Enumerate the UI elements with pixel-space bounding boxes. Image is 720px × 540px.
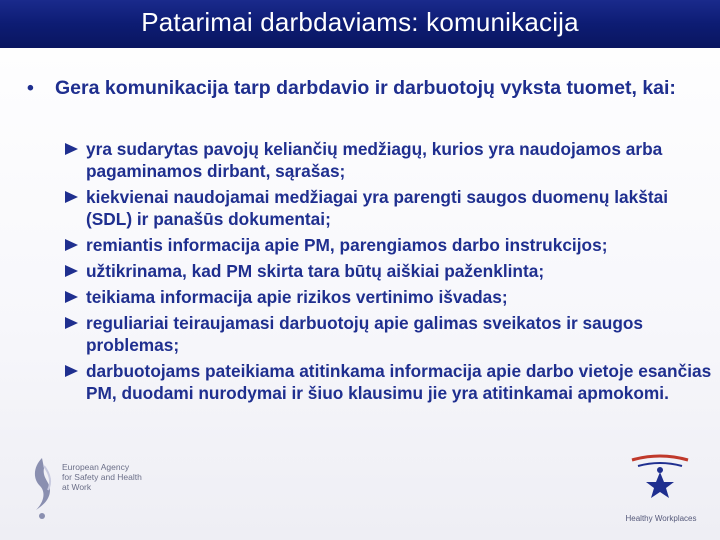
list-item-text: reguliariai teiraujamasi darbuotojų apie galimas sveikatos ir saugos problemas; bbox=[86, 313, 644, 355]
slide-title: Patarimai darbdaviams: komunikacija bbox=[141, 7, 579, 37]
arrow-bullet-icon bbox=[65, 191, 78, 203]
main-bullet bbox=[27, 76, 707, 100]
list-item bbox=[64, 360, 714, 404]
bullet-dot-icon: • bbox=[27, 77, 34, 99]
list-item-text: užtikrinama, kad PM skirta tara būtų aiškiai paženklinta; bbox=[86, 261, 545, 281]
list-item bbox=[64, 138, 714, 182]
healthy-workplaces-logo bbox=[612, 452, 708, 532]
list-item bbox=[64, 234, 714, 256]
arrow-bullet-icon bbox=[65, 365, 78, 377]
list-item-text: teikiama informacija apie rizikos vertinimo išvadas; bbox=[86, 287, 508, 307]
list-item bbox=[64, 186, 714, 230]
title-bar bbox=[0, 0, 720, 48]
list-item bbox=[64, 260, 714, 282]
arrow-bullet-icon bbox=[65, 239, 78, 251]
healthy-workplaces-icon bbox=[612, 452, 708, 512]
sub-bullet-list bbox=[64, 138, 714, 408]
list-item-text: kiekvienai naudojamai medžiagai yra parengti saugos duomenų lakštai (SDL) ir panašūs dokumentai; bbox=[86, 187, 668, 229]
list-item-text: remiantis informacija apie PM, parengiamos darbo instrukcijos; bbox=[86, 235, 608, 255]
arrow-bullet-icon bbox=[65, 317, 78, 329]
osha-figure-icon bbox=[28, 456, 58, 526]
osha-logo-text: European Agency for Safety and Health at Work bbox=[62, 462, 142, 492]
arrow-bullet-icon bbox=[65, 143, 78, 155]
list-item-text: yra sudarytas pavojų keliančių medžiagų, kurios yra naudojamos arba pagaminamos dirbant, sąrašas; bbox=[86, 139, 663, 181]
list-item-text: darbuotojams pateikiama atitinkama informacija apie darbo vietoje esančias PM, duodami nurodymai ir šiuo klausimu jie yra atitinkamai apmokomi. bbox=[86, 361, 712, 403]
main-bullet-text: Gera komunikacija tarp darbdavio ir darbuotojų vyksta tuomet, kai: bbox=[55, 77, 676, 99]
healthy-workplaces-text: Healthy Workplaces bbox=[625, 514, 697, 523]
osha-logo bbox=[28, 456, 178, 526]
list-item bbox=[64, 286, 714, 308]
list-item bbox=[64, 312, 714, 356]
arrow-bullet-icon bbox=[65, 291, 78, 303]
arrow-bullet-icon bbox=[65, 265, 78, 277]
